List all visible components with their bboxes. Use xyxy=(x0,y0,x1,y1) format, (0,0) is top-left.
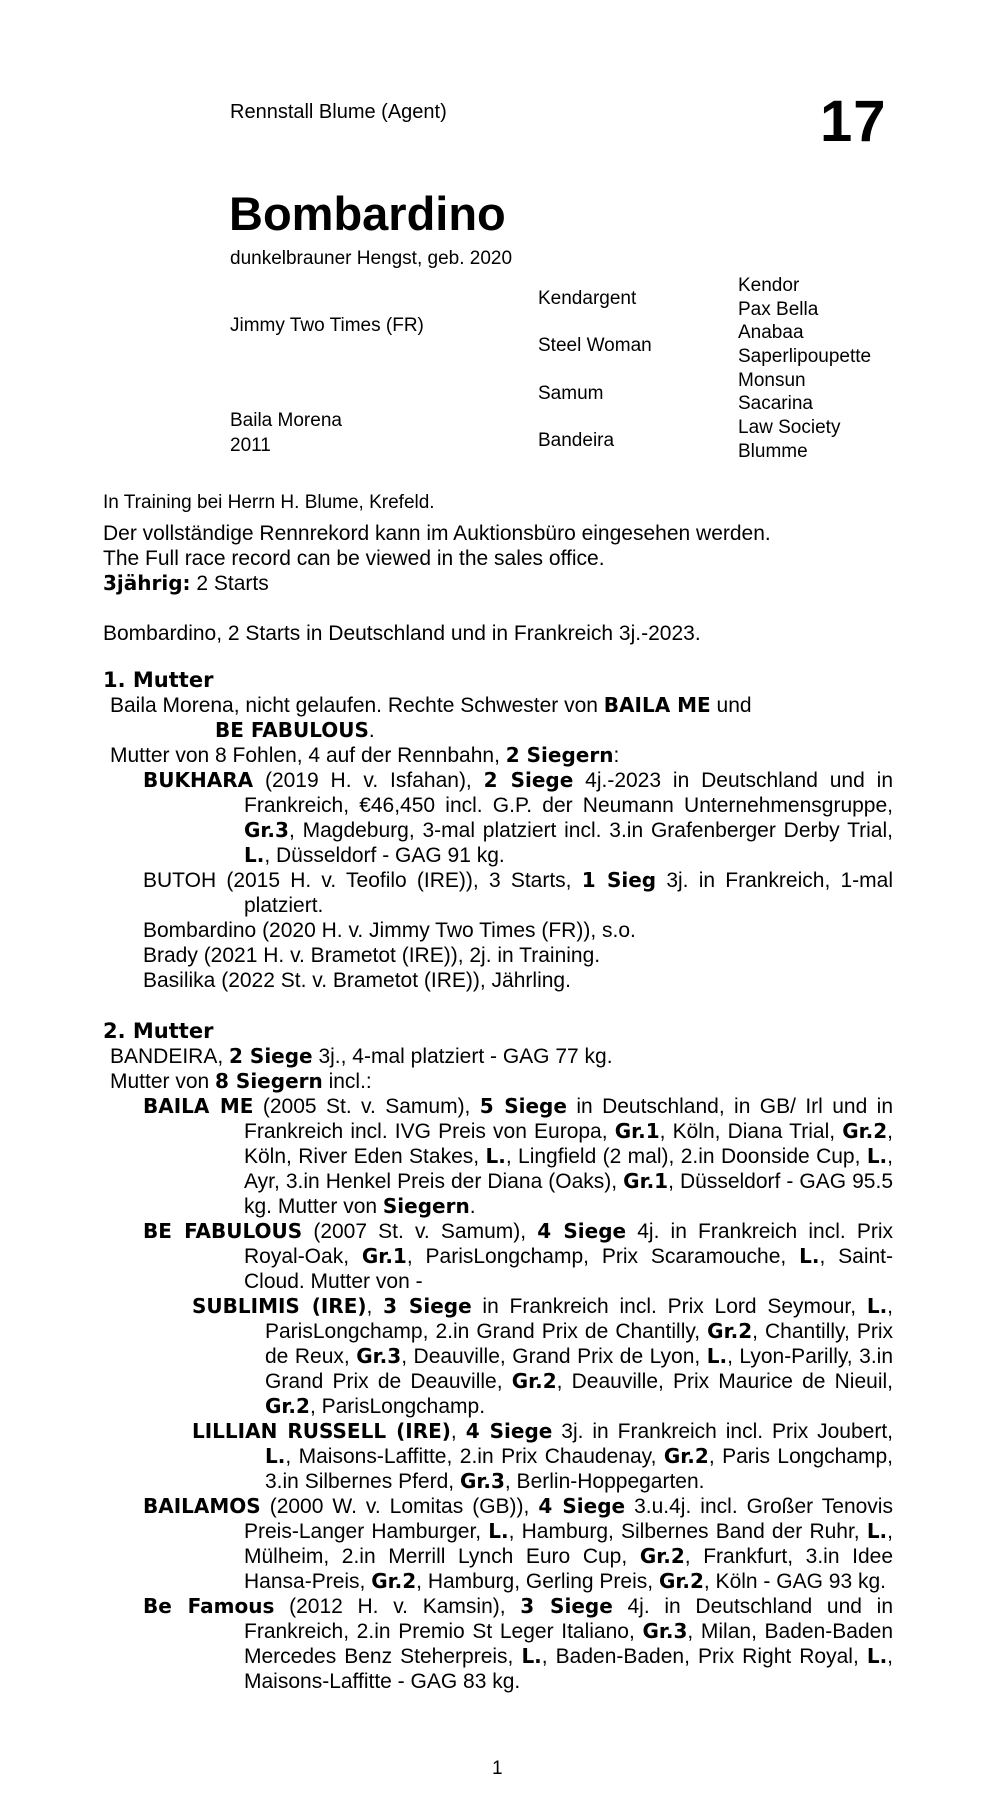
section-paragraphs xyxy=(103,1044,893,1694)
bold-text: BE FABULOUS xyxy=(143,1219,303,1243)
bold-text: BAILA ME xyxy=(143,1094,254,1118)
pedigree-great-grandparent: Monsun xyxy=(738,370,806,391)
section-title: 1. Mutter xyxy=(103,668,214,692)
text: , Hamburg, Gerling Preis, xyxy=(416,1570,659,1593)
text: , Baden-Baden, Prix Right Royal, xyxy=(541,1645,867,1668)
pedigree-paragraph xyxy=(103,868,893,918)
text: , Lingfield (2 mal), 2.in Doonside Cup, xyxy=(505,1145,867,1168)
bold-text: Gr.2 xyxy=(707,1319,753,1343)
bold-text: L. xyxy=(866,1294,888,1318)
bold-text: BAILAMOS xyxy=(143,1494,261,1518)
text: in Deutschland, in GB/ Irl und in Frankreich incl. IVG Preis von Europa, xyxy=(244,1095,894,1143)
text: , Maisons-Laffitte, 2.in Prix Chaudenay, xyxy=(285,1445,664,1468)
bold-text: Gr.2 xyxy=(658,1569,704,1593)
text: 4j. in Frankreich incl. Prix Royal-Oak, xyxy=(244,1220,893,1268)
bold-text: Gr.2 xyxy=(511,1369,557,1393)
pedigree-paragraph xyxy=(103,1294,893,1419)
text: BANDEIRA, xyxy=(110,1045,230,1068)
text: , Köln, River Eden Stakes, xyxy=(244,1120,893,1168)
pedigree-great-grandparent: Saperlipoupette xyxy=(738,346,872,367)
text: incl.: xyxy=(322,1070,372,1093)
pedigree-great-grandparent: Pax Bella xyxy=(738,299,819,320)
bold-text: L. xyxy=(866,1144,888,1168)
text: , ParisLongchamp, 2.in Grand Prix de Chantilly, xyxy=(265,1295,894,1343)
text: , Magdeburg, 3-mal platziert incl. 3.in Grafenberger Derby Trial, xyxy=(288,819,893,842)
horse-description: dunkelbrauner Hengst, geb. 2020 xyxy=(230,248,513,269)
pedigree-paragraph xyxy=(103,718,893,743)
bold-text: L. xyxy=(866,1644,888,1668)
pedigree-great-grandparent: Kendor xyxy=(738,275,800,296)
pedigree-great-grandparent: Law Society xyxy=(738,417,841,438)
text: , ParisLongchamp, Prix Scaramouche, xyxy=(406,1245,800,1268)
text: 3.u.4j. incl. Großer Tenovis Preis-Langer Hamburger, xyxy=(244,1495,893,1543)
text: , Mülheim, 2.in Merrill Lynch Euro Cup, xyxy=(244,1520,893,1568)
bold-text: L. xyxy=(244,843,265,867)
text: Brady (2021 H. v. Brametot (IRE)), 2j. in Training. xyxy=(143,944,601,967)
bold-text: Gr.3 xyxy=(356,1344,402,1368)
age-label: 3jährig: xyxy=(103,571,191,595)
text: (2005 St. v. Samum), xyxy=(253,1095,480,1118)
race-record-note-de: Der vollständige Rennrekord kann im Auktionsbüro eingesehen werden. xyxy=(103,522,771,545)
bold-text: L. xyxy=(866,1519,888,1543)
text: 3j., 4-mal platziert - GAG 77 kg. xyxy=(312,1045,613,1068)
bold-text: Gr.1 xyxy=(614,1119,660,1143)
pedigree-paragraph xyxy=(103,1594,893,1694)
page-number: 1 xyxy=(492,1758,503,1779)
bold-text: Gr.2 xyxy=(842,1119,888,1143)
pedigree-great-grandparent: Blumme xyxy=(738,441,808,462)
section-2-mutter xyxy=(103,1019,893,1694)
text: , ParisLongchamp. xyxy=(309,1395,486,1418)
bold-text: L. xyxy=(706,1344,728,1368)
race-record-note-en: The Full race record can be viewed in the sales office. xyxy=(103,547,605,570)
text: BUTOH (2015 H. v. Teofilo (IRE)), 3 Starts, xyxy=(143,869,582,892)
bold-text: 8 Siegern xyxy=(215,1069,323,1093)
text: , Maisons-Laffitte - GAG 83 kg. xyxy=(244,1645,894,1693)
text: , Paris Longchamp, 3.in Silbernes Pferd, xyxy=(265,1445,893,1493)
pedigree-paragraph xyxy=(103,1494,893,1594)
text: , Frankfurt, 3.in Idee Hansa-Preis, xyxy=(244,1545,893,1593)
bold-text: L. xyxy=(521,1644,542,1668)
pedigree-sire: Jimmy Two Times (FR) xyxy=(230,315,424,336)
bold-text: Gr.3 xyxy=(244,818,289,842)
bold-text: Gr.2 xyxy=(371,1569,417,1593)
pedigree-grandparent: Samum xyxy=(538,383,604,404)
bold-text: BAILA ME xyxy=(603,693,711,717)
pedigree-paragraph xyxy=(103,1069,893,1094)
pedigree-paragraph xyxy=(103,1044,893,1069)
pedigree-dam-year: 2011 xyxy=(230,435,271,456)
bold-text: Gr.3 xyxy=(459,1469,505,1493)
text: , Köln - GAG 93 kg. xyxy=(703,1570,886,1593)
text: . xyxy=(469,1195,476,1218)
bold-text: LILLIAN RUSSELL (IRE) xyxy=(192,1419,451,1443)
age-record xyxy=(103,571,893,596)
lot-number: 17 xyxy=(820,89,887,154)
bold-text: Gr.2 xyxy=(663,1444,709,1468)
text: , Düsseldorf - GAG 95.5 kg. Mutter von xyxy=(244,1170,893,1218)
bold-text: 4 Siege xyxy=(465,1419,553,1443)
pedigree-paragraph xyxy=(103,768,893,868)
text: : xyxy=(613,744,620,767)
bold-text: 2 Siege xyxy=(483,768,574,792)
text: Bombardino (2020 H. v. Jimmy Two Times (FR)), s.o. xyxy=(143,919,636,942)
bold-text: 3 Siege xyxy=(520,1594,613,1618)
text: Basilika (2022 St. v. Brametot (IRE)), Jährling. xyxy=(143,969,571,992)
pedigree-paragraph xyxy=(103,693,893,718)
text: 3j. in Frankreich incl. Prix Joubert, xyxy=(552,1420,893,1443)
bold-text: 4 Siege xyxy=(537,1219,627,1243)
pedigree-paragraph xyxy=(103,918,893,943)
text: 4j.-2023 in Deutschland und in Frankreich, €46,450 incl. G.P. der Neumann Unternehmensgruppe, xyxy=(244,769,894,817)
text: und xyxy=(710,694,752,717)
horse-name: Bombardino xyxy=(229,187,506,240)
text: , Chantilly, Prix de Reux, xyxy=(265,1320,893,1368)
bold-text: L. xyxy=(485,1144,506,1168)
text: in Frankreich incl. Prix Lord Seymour, xyxy=(471,1295,867,1318)
bold-text: L. xyxy=(799,1244,820,1268)
text: , Ayr, 3.in Henkel Preis der Diana (Oaks), xyxy=(244,1145,893,1193)
pedigree-dam: Baila Morena xyxy=(230,410,342,431)
pedigree-paragraph xyxy=(103,943,893,968)
pedigree-grandparent: Steel Woman xyxy=(538,335,652,356)
text: (2007 St. v. Samum), xyxy=(302,1220,538,1243)
bold-text: 5 Siege xyxy=(479,1094,567,1118)
bold-text: Gr.3 xyxy=(642,1619,688,1643)
bold-text: 2 Siegern xyxy=(505,743,614,767)
text: , Saint-Cloud. Mutter von - xyxy=(244,1245,894,1293)
text: Mutter von 8 Fohlen, 4 auf der Rennbahn, xyxy=(110,744,506,767)
section-title: 2. Mutter xyxy=(103,1019,214,1043)
text: , Düsseldorf - GAG 91 kg. xyxy=(264,844,505,867)
pedigree-grandparent: Bandeira xyxy=(538,430,615,451)
text: , Deauville, Prix Maurice de Nieuil, xyxy=(556,1370,893,1393)
text: (2000 W. v. Lomitas (GB)), xyxy=(260,1495,539,1518)
text: , Köln, Diana Trial, xyxy=(659,1120,843,1143)
age-value: 2 Starts xyxy=(190,572,269,595)
bold-text: BE FABULOUS xyxy=(215,718,369,742)
bold-text: Gr.1 xyxy=(361,1244,407,1268)
bold-text: L. xyxy=(265,1444,286,1468)
text: 4j. in Deutschland und in Frankreich, 2.in Premio St Leger Italiano, xyxy=(244,1595,893,1643)
training-info: In Training bei Herrn H. Blume, Krefeld. xyxy=(103,492,435,513)
pedigree-great-grandparent: Anabaa xyxy=(738,322,804,343)
bold-text: Gr.2 xyxy=(265,1394,310,1418)
race-summary: Bombardino, 2 Starts in Deutschland und in Frankreich 3j.-2023. xyxy=(103,622,701,645)
pedigree-paragraph xyxy=(103,1419,893,1494)
consignor: Rennstall Blume (Agent) xyxy=(230,101,447,123)
pedigree-paragraph xyxy=(103,1219,893,1294)
bold-text: Be Famous xyxy=(143,1594,275,1618)
pedigree-paragraph xyxy=(103,1094,893,1219)
pedigree-paragraph xyxy=(103,968,893,993)
pedigree-grandparent: Kendargent xyxy=(538,288,637,309)
bold-text: Siegern xyxy=(382,1194,470,1218)
text: , Milan, Baden-Baden Mercedes Benz Steherpreis, xyxy=(244,1620,893,1668)
bold-text: 2 Siege xyxy=(229,1044,313,1068)
bold-text: BUKHARA xyxy=(143,768,254,792)
bold-text: 4 Siege xyxy=(538,1494,626,1518)
text: . xyxy=(368,719,375,742)
pedigree-paragraph xyxy=(103,743,893,768)
text: , xyxy=(450,1420,466,1443)
text: , xyxy=(366,1295,384,1318)
section-paragraphs xyxy=(103,693,893,993)
text: Mutter von xyxy=(110,1070,216,1093)
bold-text: SUBLIMIS (IRE) xyxy=(192,1294,367,1318)
text: , Lyon-Parilly, 3.in Grand Prix de Deauville, xyxy=(265,1345,893,1393)
text: Baila Morena, nicht gelaufen. Rechte Schwester von xyxy=(110,694,604,717)
text: , Berlin-Hoppegarten. xyxy=(504,1470,705,1493)
text: 3j. in Frankreich, 1-mal platziert. xyxy=(244,869,893,917)
section-1-mutter xyxy=(103,668,893,993)
text: , Hamburg, Silbernes Band der Ruhr, xyxy=(508,1520,867,1543)
text: (2019 H. v. Isfahan), xyxy=(253,769,484,792)
race-record xyxy=(103,521,893,646)
bold-text: 1 Sieg xyxy=(581,868,657,892)
bold-text: L. xyxy=(488,1519,509,1543)
bold-text: Gr.2 xyxy=(639,1544,685,1568)
pedigree-great-grandparent: Sacarina xyxy=(738,393,813,414)
text: (2012 H. v. Kamsin), xyxy=(274,1595,521,1618)
text: , Deauville, Grand Prix de Lyon, xyxy=(401,1345,707,1368)
bold-text: 3 Siege xyxy=(383,1294,472,1318)
bold-text: Gr.1 xyxy=(623,1169,669,1193)
